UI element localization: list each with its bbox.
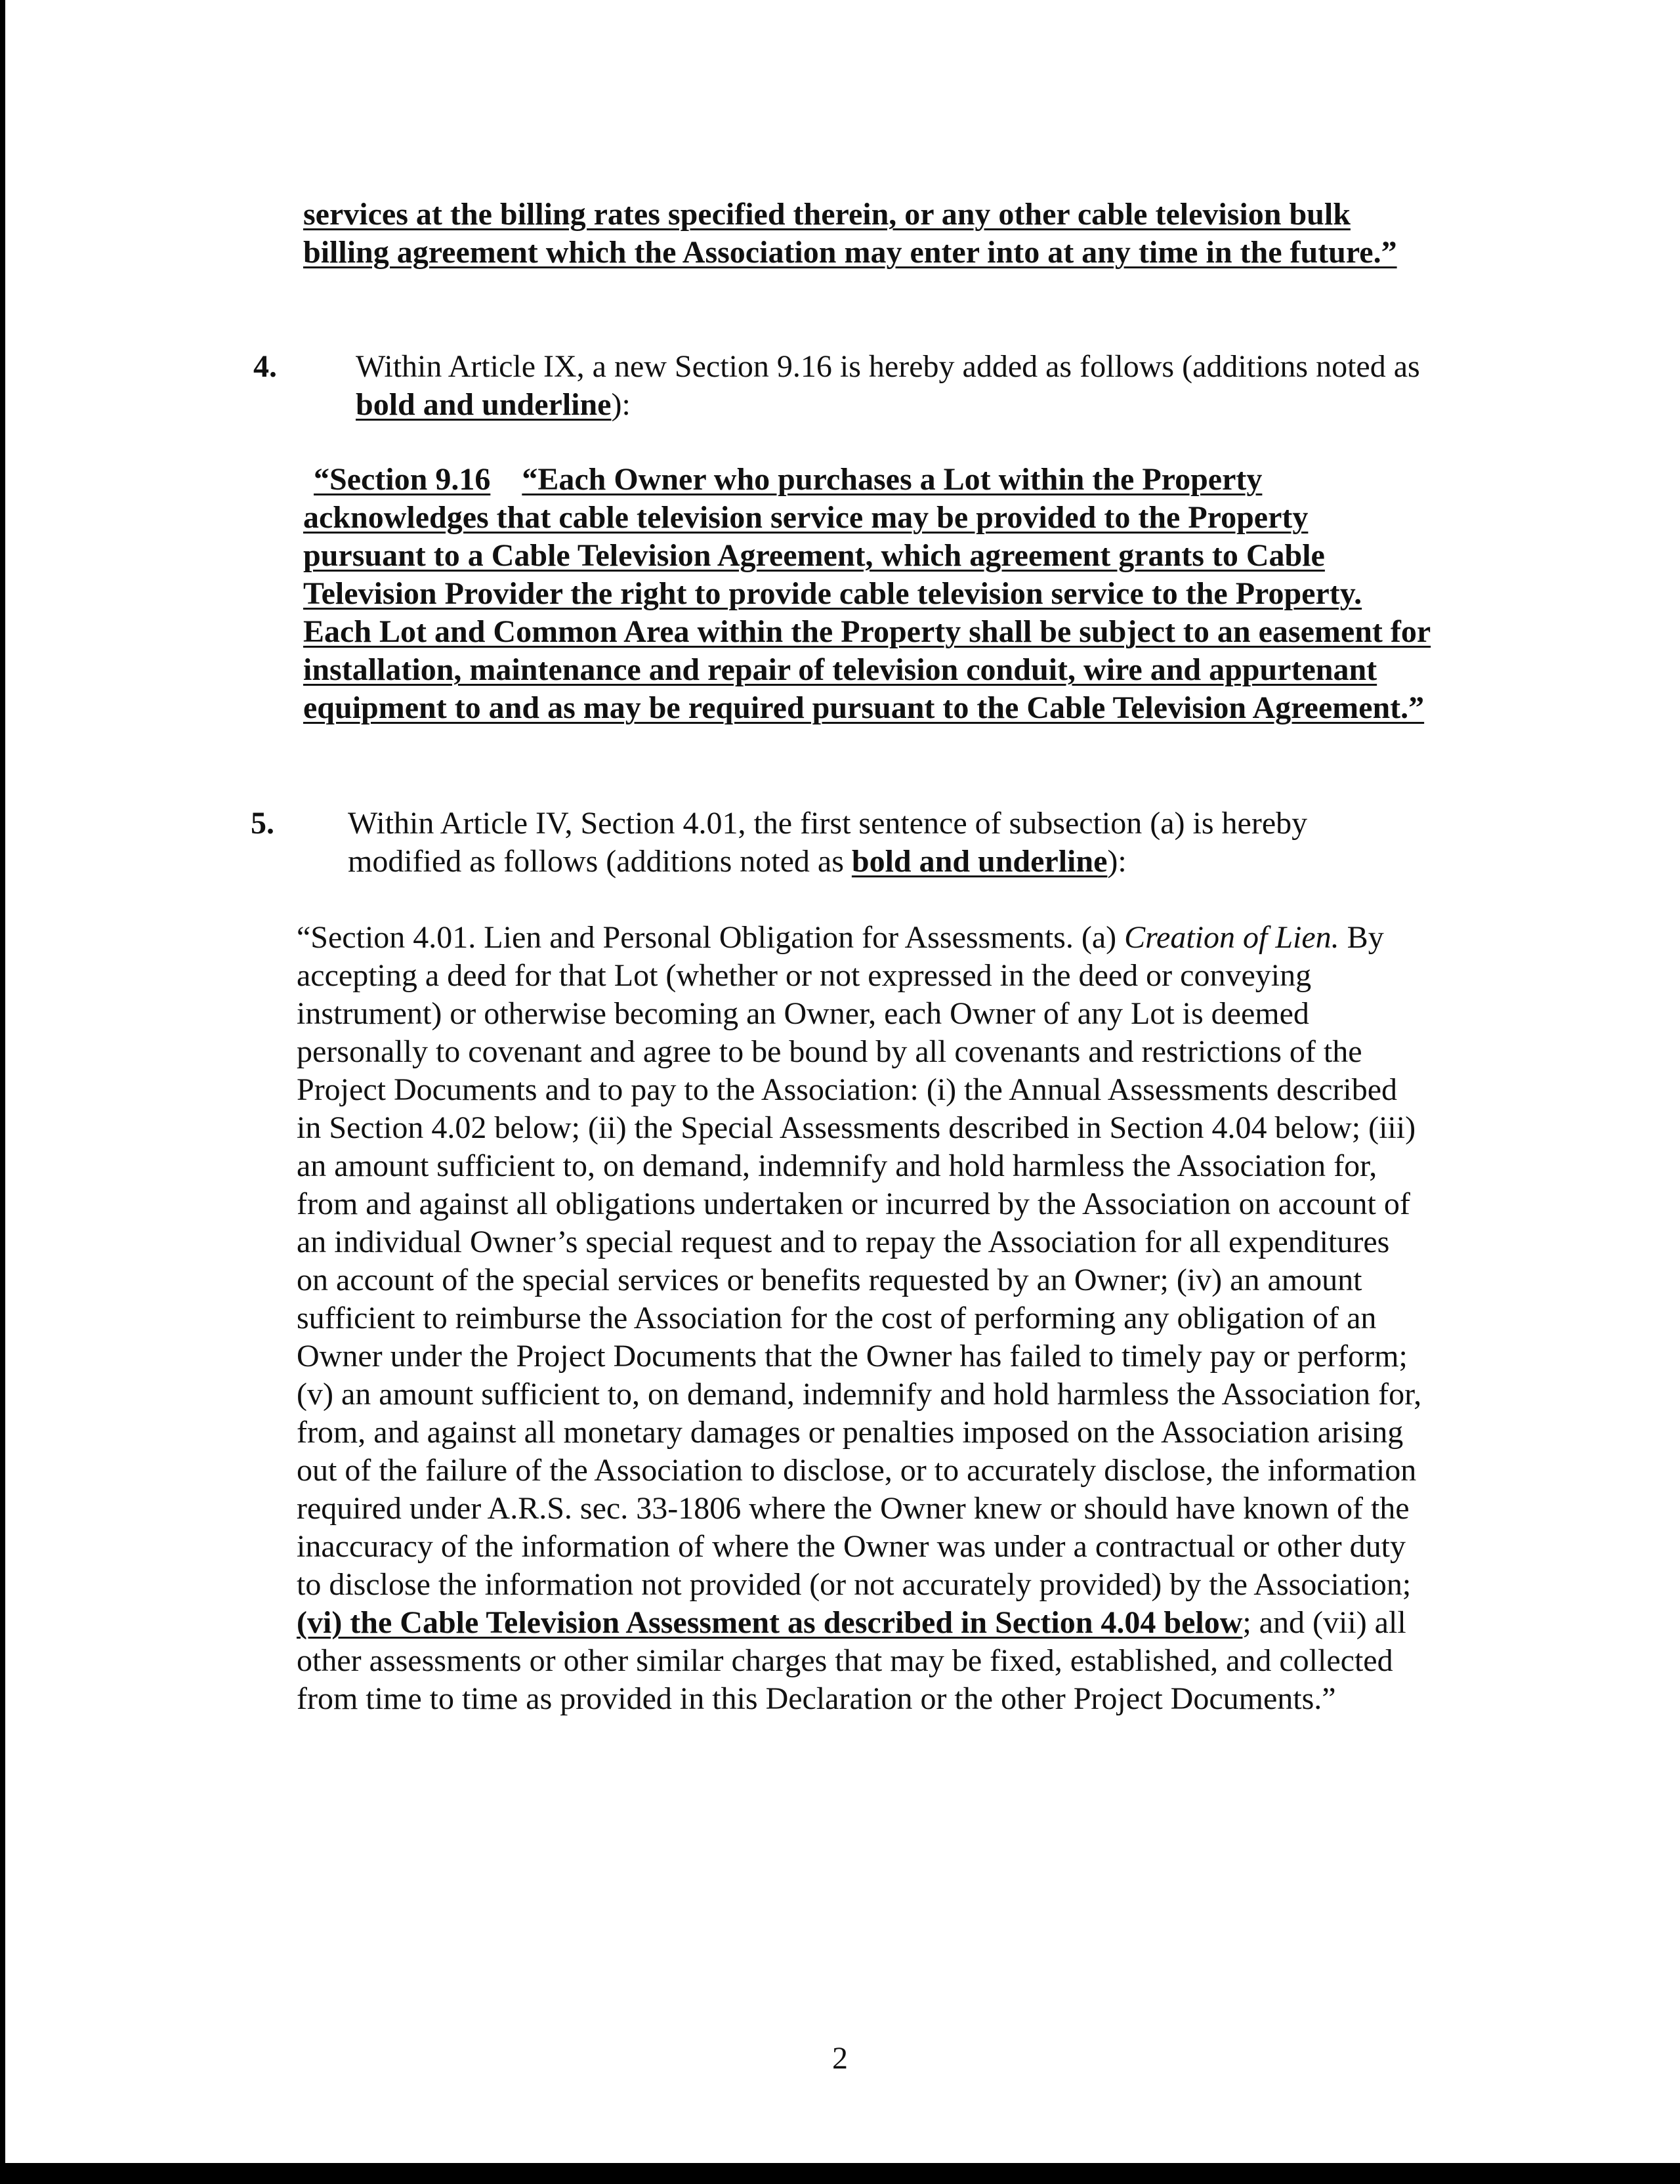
section-401-line-3: instrument) or otherwise becoming an Owner, each Owner of any Lot is deemed: [297, 996, 1309, 1031]
section-401-line-16: required under A.R.S. sec. 33-1806 where the Owner knew or should have known of the: [297, 1491, 1410, 1526]
section-916-first-text: “Each Owner who purchases a Lot within the Property: [522, 462, 1263, 497]
section-401-italic-heading: Creation of Lien.: [1124, 920, 1339, 955]
section-401-line-19: [297, 1604, 1406, 1642]
section-916-line-3: pursuant to a Cable Television Agreement, which agreement grants to Cable: [303, 538, 1325, 573]
section-916-line-2: acknowledges that cable television service may be provided to the Property: [303, 500, 1309, 535]
section-401-line-11: sufficient to reimburse the Association for the cost of performing any obligation of an: [297, 1301, 1377, 1335]
section-916-line-7: equipment to and as may be required pursuant to the Cable Television Agreement.”: [303, 690, 1425, 725]
section-401-line-6: in Section 4.02 below; (ii) the Special Assessments described in Section 4.04 below; (iii): [297, 1110, 1416, 1145]
section-401-line-13: (v) an amount sufficient to, on demand, indemnify and hold harmless the Association for,: [297, 1377, 1422, 1412]
section-916-line-5: Each Lot and Common Area within the Property shall be subject to an easement for: [303, 614, 1431, 649]
item-5-line-2-head: modified as follows (additions noted as: [348, 844, 852, 879]
section-401-line-14: from, and against all monetary damages or penalties imposed on the Association arising: [297, 1415, 1404, 1450]
section-401-line-2: accepting a deed for that Lot (whether or not expressed in the deed or conveying: [297, 958, 1312, 993]
page-number: 2: [832, 2041, 848, 2076]
item-4-number: 4.: [253, 349, 277, 384]
section-401-head: “Section 4.01. Lien and Personal Obligation for Assessments. (a): [297, 920, 1125, 955]
continuation-line-2: billing agreement which the Association may enter into at any time in the future.”: [303, 235, 1397, 270]
item-5-bold-underline: bold and underline: [851, 844, 1108, 879]
section-401-line-7: an amount sufficient to, on demand, indemnify and hold harmless the Association for,: [297, 1148, 1377, 1183]
scan-edge-bottom: [0, 2163, 1680, 2184]
item-5-number: 5.: [251, 806, 274, 841]
section-401-line-21: from time to time as provided in this Declaration or the other Project Documents.”: [297, 1681, 1336, 1716]
item-5-line-1: Within Article IV, Section 4.01, the first sentence of subsection (a) is hereby: [348, 806, 1308, 841]
section-401-line-4: personally to covenant and agree to be bound by all covenants and restrictions of the: [297, 1034, 1362, 1069]
section-401-line-10: on account of the special services or benefits requested by an Owner; (iv) an amount: [297, 1263, 1362, 1297]
section-401-vi-tail: ; and (vii) all: [1242, 1605, 1406, 1640]
section-401-head-tail: By: [1339, 920, 1384, 955]
section-401-line-12: Owner under the Project Documents that the Owner has failed to timely pay or perform;: [297, 1339, 1408, 1374]
section-401-line-9: an individual Owner’s special request and to repay the Association for all expenditures: [297, 1225, 1390, 1259]
continuation-line-1: services at the billing rates specified therein, or any other cable television bulk: [303, 197, 1351, 232]
item-5-line-2: [348, 843, 1127, 881]
section-916-line-6: installation, maintenance and repair of television conduit, wire and appurtenant: [303, 652, 1377, 687]
item-4-line-2-tail: ):: [611, 387, 631, 422]
section-401-line-5: Project Documents and to pay to the Association: (i) the Annual Assessments described: [297, 1072, 1398, 1107]
item-5-line-2-tail: ):: [1107, 844, 1127, 879]
section-401-line-17: inaccuracy of the information of where the Owner was under a contractual or other duty: [297, 1529, 1406, 1564]
section-916-line-1: [303, 461, 1262, 499]
item-4-line-2: [356, 386, 631, 424]
section-401-line-20: other assessments or other similar charges that may be fixed, established, and collected: [297, 1643, 1393, 1678]
section-916-label: “Section 9.16: [314, 462, 491, 497]
section-401-line-18: to disclose the information not provided (or not accurately provided) by the Association;: [297, 1567, 1412, 1602]
scan-edge-left: [0, 0, 5, 2184]
section-401-line-1: [297, 919, 1384, 957]
item-4-line-1: Within Article IX, a new Section 9.16 is hereby added as follows (additions noted as: [356, 349, 1420, 384]
section-401-line-15: out of the failure of the Association to disclose, or to accurately disclose, the information: [297, 1453, 1417, 1488]
section-916-line-4: Television Provider the right to provide cable television service to the Property.: [303, 576, 1362, 611]
item-4-bold-underline: bold and underline: [356, 387, 612, 422]
section-401-line-8: from and against all obligations undertaken or incurred by the Association on account of: [297, 1186, 1410, 1221]
section-401-vi-bold-underline: (vi) the Cable Television Assessment as described in Section 4.04 below: [297, 1605, 1243, 1640]
